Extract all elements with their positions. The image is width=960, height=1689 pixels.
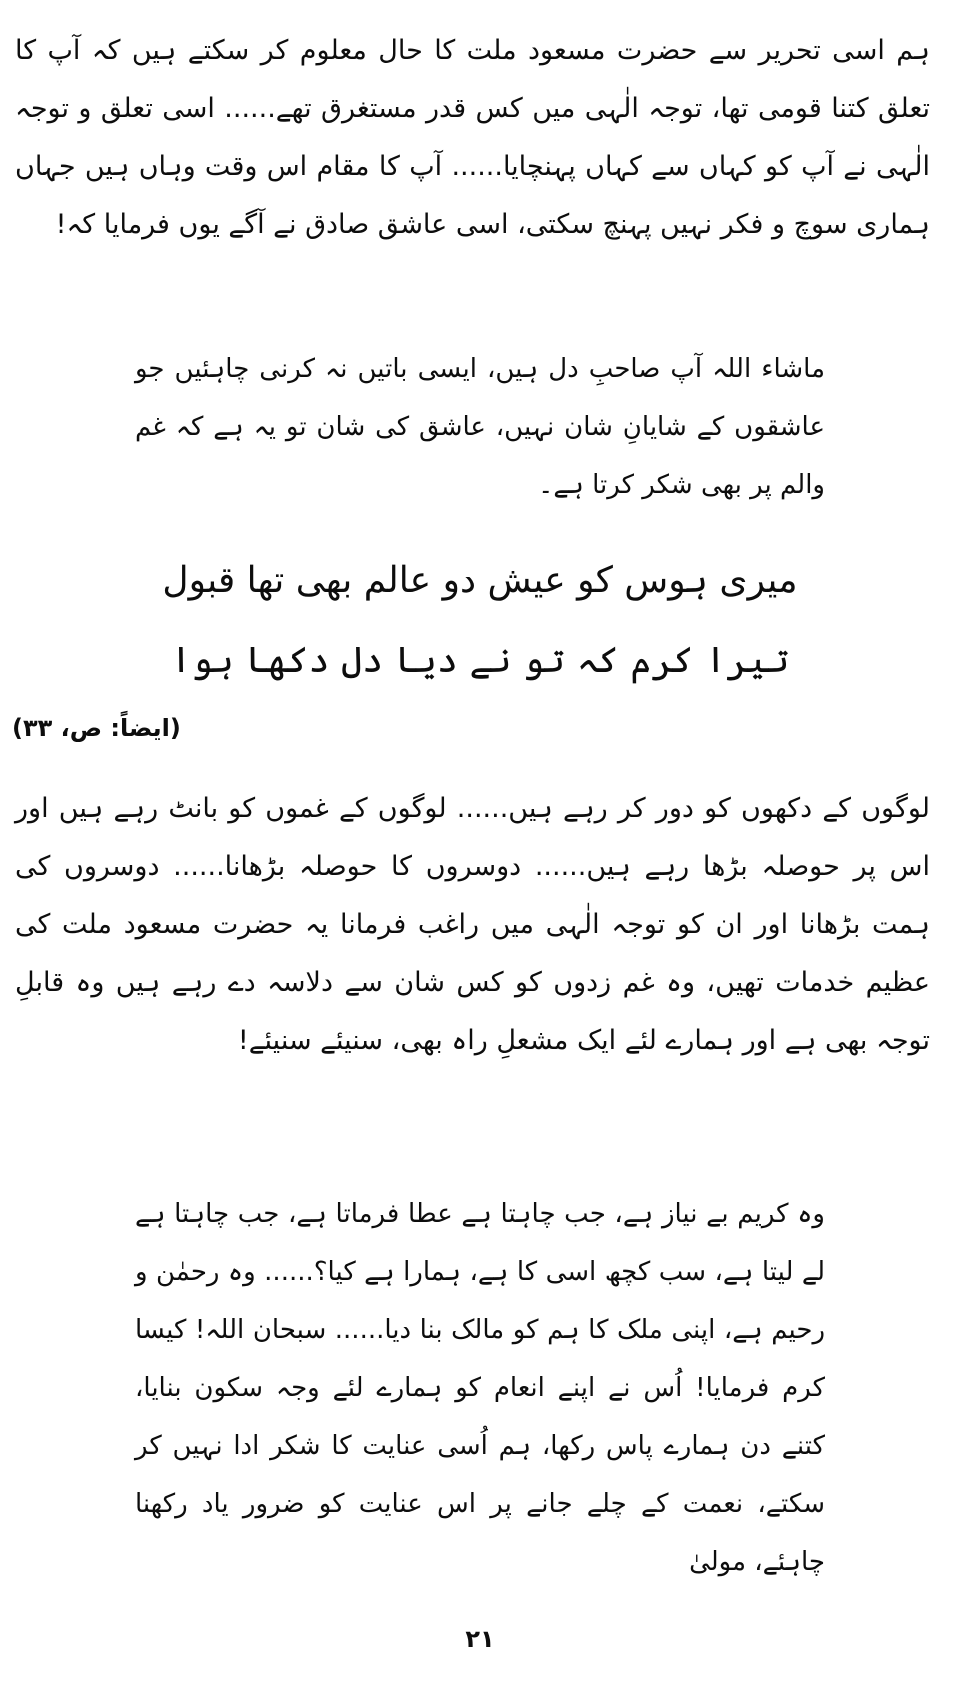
couplet-line-2: تیرا کرم کہ تو نے دیا دل دکھا ہوا [170,640,790,681]
quote-block-second: وہ کریم بے نیاز ہے، جب چاہتا ہے عطا فرماتا ہے، جب چاہتا ہے لے لیتا ہے، سب کچھ اسی کا ہے، ہمارا ہے کیا؟...... وہ رحمٰن و رحیم ہے، اپنی ملک کا ہم کو مالک بنا دیا...... سبحان اللہ! کیسا کرم فرمایا! اُس نے اپنے انعام کو ہمارے لئے وجہ سکون بنایا، کتنے دن ہمارے پاس رکھا، ہم اُسی عنایت کا شکر ادا نہیں کر سکتے، نعمت کے چلے جانے پر اس عنایت کو ضرور یاد رکھنا چاہئے، مولیٰ [135,1199,825,1577]
quote-block-first: ماشاء اللہ آپ صاحبِ دل ہیں، ایسی باتیں نہ کرنی چاہئیں جو عاشقوں کے شایانِ شان نہیں، عاشق کی شان تو یہ ہے کہ غم والم پر بھی شکر کرتا ہے۔ [135,354,825,500]
couplet-line-1: میری ہوس کو عیش دو عالم بھی تھا قبول [162,560,798,601]
paragraph-second: لوگوں کے دکھوں کو دور کر رہے ہیں...... لوگوں کے غموں کو بانٹ رہے ہیں اور اس پر حوصلہ بڑھا رہے ہیں...... دوسروں کا حوصلہ بڑھانا...... دوسروں کی ہمت بڑھانا اور ان کو توجہ الٰہی میں راغب فرمانا یہ حضرت مسعود ملت کی عظیم خدمات تھیں، وہ غم زدوں کو کس شان سے دلاسہ دے رہے ہیں وہ قابلِ توجہ بھی ہے اور ہمارے لئے ایک مشعلِ راہ بھی، سنیئے سنیئے! [15,793,930,1056]
citation-reference: (ایضاً: ص، ۳۳) [12,714,181,742]
page-number: ۲۱ [465,1625,495,1653]
paragraph-intro: ہم اسی تحریر سے حضرت مسعود ملت کا حال معلوم کر سکتے ہیں کہ آپ کا تعلق کتنا قومی تھا، توجہ الٰہی میں کس قدر مستغرق تھے...... اسی تعلق و توجہ الٰہی نے آپ کو کہاں سے کہاں پہنچایا...... آپ کا مقام اس وقت وہاں ہیں جہاں ہماری سوچ و فکر نہیں پہنچ سکتی، اسی عاشق صادق نے آگے یوں فرمایا کہ! [15,35,930,240]
